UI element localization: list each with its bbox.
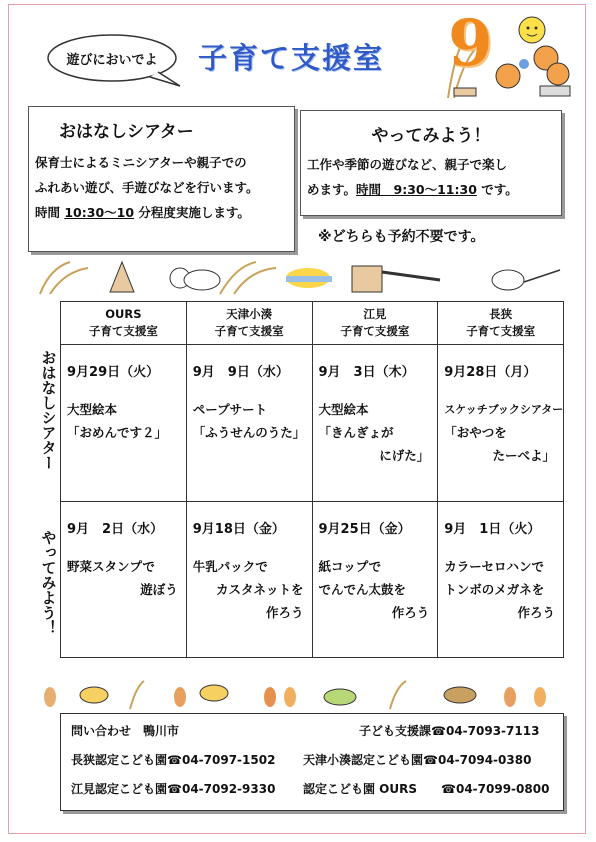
event-date: 9月 2日（水） bbox=[67, 521, 164, 537]
table-cell bbox=[438, 501, 564, 658]
event-line-1: 大型絵本 bbox=[67, 402, 118, 417]
col-header-sub: 子育て支援室 bbox=[88, 324, 158, 338]
table-cell bbox=[438, 345, 564, 502]
col-header-name: OURS bbox=[105, 307, 142, 321]
event-line-1: カラーセロハンで bbox=[444, 558, 545, 574]
table-cell bbox=[186, 345, 312, 502]
contact-row-2b bbox=[303, 751, 531, 768]
event-line-2: でんでん太鼓を bbox=[318, 581, 407, 597]
event-line-1: 紙コップで bbox=[318, 558, 382, 574]
dept-name: 子ども支援課 bbox=[359, 724, 432, 738]
event-line-3: たーべよ」 bbox=[492, 448, 555, 463]
facility-name: 江見認定こども園 bbox=[71, 782, 168, 796]
row-label-tryit bbox=[36, 530, 60, 640]
theater-desc-1: 保育士によるミニシアターや親子での bbox=[35, 155, 247, 170]
event-date: 9月18日（金） bbox=[192, 521, 285, 537]
table-cell bbox=[312, 501, 438, 658]
table-cell bbox=[186, 501, 312, 658]
facility-name: 認定こども園 OURS bbox=[303, 782, 418, 796]
row-label-tryit-text: やってみよう！ bbox=[39, 530, 58, 635]
event-line-1: ペープサート bbox=[192, 402, 268, 417]
table-header-row bbox=[61, 302, 564, 345]
col-header-amatsukominato bbox=[186, 302, 312, 345]
bubble-text: 遊びにおいでよ bbox=[66, 53, 158, 68]
contact-row-3b bbox=[303, 780, 549, 797]
insect-leaf-decoration bbox=[40, 675, 560, 711]
row-label-theater-text: おはなしシアター bbox=[39, 350, 58, 470]
facility-phone: ☎04-7097-1502 bbox=[167, 753, 276, 767]
event-date: 9月25日（金） bbox=[318, 521, 411, 537]
col-header-sub: 子育て支援室 bbox=[214, 324, 284, 338]
event-line-2: 遊ぼう bbox=[140, 581, 178, 597]
col-header-sub: 子育て支援室 bbox=[466, 324, 536, 338]
event-date: 9月28日（月） bbox=[444, 365, 537, 380]
theater-time-suffix: 分程度実施します。 bbox=[134, 205, 250, 220]
event-line-1: 牛乳パックで bbox=[192, 558, 268, 574]
contact-dept bbox=[359, 722, 539, 739]
theater-time: 10:30～10 bbox=[64, 205, 135, 220]
event-line-3: にげた」 bbox=[379, 448, 430, 463]
facility-phone: ☎04-7092-9330 bbox=[167, 782, 276, 796]
col-header-ours bbox=[61, 302, 187, 345]
tryit-desc-1: 工作や季節の遊びなど、親子で楽し bbox=[307, 157, 508, 172]
tryit-time: 時間 9:30～11:30 bbox=[356, 182, 477, 197]
event-line-2: トンボのメガネを bbox=[444, 581, 545, 597]
table-row-theater bbox=[61, 345, 564, 502]
contact-box bbox=[60, 713, 564, 811]
event-line-2: 「きんぎょが bbox=[318, 425, 394, 440]
schedule-table bbox=[60, 301, 564, 658]
col-header-emi bbox=[312, 302, 438, 345]
event-date: 9月29日（火） bbox=[67, 365, 160, 380]
col-header-name: 天津小湊 bbox=[226, 307, 273, 321]
table-cell bbox=[61, 345, 187, 502]
month-number: 9 bbox=[448, 6, 493, 81]
row-label-theater bbox=[36, 350, 60, 475]
theater-time-line bbox=[29, 200, 294, 225]
tryit-time-line bbox=[301, 177, 561, 202]
event-line-1: 野菜スタンプで bbox=[67, 558, 155, 574]
event-date: 9月 3日（木） bbox=[318, 365, 415, 380]
contact-label: 問い合わせ 鴨川市 bbox=[71, 724, 180, 738]
event-line-2: カスタネットを bbox=[215, 581, 304, 597]
facility-phone: ☎04-7094-0380 bbox=[423, 753, 532, 767]
event-line-1: スケッチブックシアター bbox=[444, 403, 564, 416]
event-date: 9月 9日（水） bbox=[192, 365, 289, 380]
page-title: 子育て支援室 bbox=[198, 41, 385, 75]
moon-viewing-decoration bbox=[30, 258, 570, 298]
theater-time-prefix: 時間 bbox=[35, 205, 65, 220]
table-cell bbox=[312, 345, 438, 502]
dept-phone: ☎04-7093-7113 bbox=[431, 724, 540, 738]
event-line-3: 作ろう bbox=[391, 604, 430, 620]
event-line-2: 「ふうせんのうた」 bbox=[192, 425, 306, 440]
event-line-1: 大型絵本 bbox=[318, 402, 369, 417]
facility-name: 長狭認定こども園 bbox=[71, 753, 168, 767]
col-header-name: 長狭 bbox=[489, 307, 513, 321]
table-row-tryit bbox=[61, 501, 564, 658]
col-header-sub: 子育て支援室 bbox=[340, 324, 410, 338]
reservation-note: ※どちらも予約不要です。 bbox=[318, 229, 485, 245]
tryit-time-suffix: です。 bbox=[476, 182, 518, 197]
tryit-title: やってみよう！ bbox=[371, 126, 491, 146]
tryit-info-box bbox=[300, 110, 562, 216]
contact-row-2a bbox=[71, 751, 275, 768]
table-cell bbox=[61, 501, 187, 658]
facility-phone: ☎04-7099-0800 bbox=[441, 782, 550, 796]
facility-name: 天津小湊認定こども園 bbox=[303, 753, 424, 767]
event-line-3: 作ろう bbox=[265, 604, 304, 620]
theater-info-box bbox=[28, 106, 295, 252]
speech-bubble bbox=[46, 32, 184, 88]
event-date: 9月 1日（火） bbox=[444, 521, 541, 537]
theater-desc-2: ふれあい遊び、手遊びなどを行います。 bbox=[35, 180, 259, 195]
col-header-nagasa bbox=[438, 302, 564, 345]
col-header-name: 江見 bbox=[363, 307, 387, 321]
event-line-2: 「おやつを bbox=[444, 425, 507, 440]
theater-title: おはなしシアター bbox=[59, 122, 194, 142]
contact-row-3a bbox=[71, 780, 275, 797]
event-line-2: 「おめんです２」 bbox=[67, 425, 168, 440]
event-line-3: 作ろう bbox=[517, 604, 555, 620]
tryit-desc-2: めます。 bbox=[307, 182, 357, 197]
